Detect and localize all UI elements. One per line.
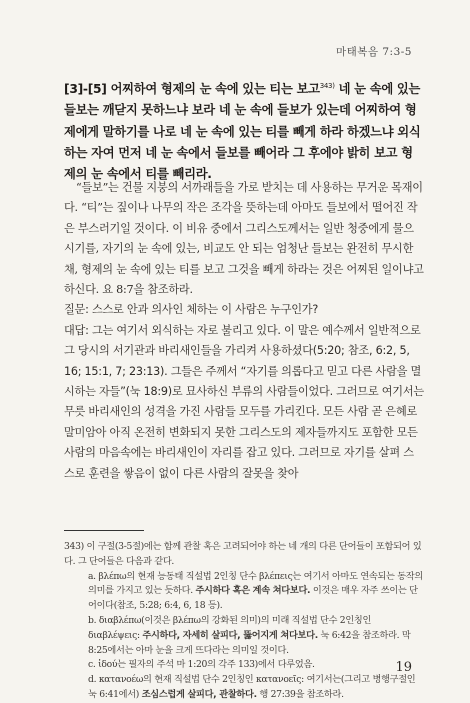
footnote-block [64,540,424,703]
footnote-b-gloss: 주시하다, 자세히 살피다, 뚫어지게 쳐다보다. [142,629,318,641]
answer-paragraph: 대답: 그는 여기서 외식하는 자로 불리고 있다. 이 말은 예수께서 일반적으로 그 당시의 서기관과 바리새인들을 가리켜 사용하셨다(5:20; 참조, 6:2, 5, 16; 15:1, 7; 23:13). 그들은 주께서 “자기를 의롭다고 믿고 다른 사람을 멸시하는 자들”(눅 18:9)로 묘사하신 부류의 사람들이었다. 그러므로 여기서는 무릇 바리새인의 성격을 가진 사람들 모두를 가리킨다. 모든 사람 곧 은혜로 말미암아 아직 온전히 변화되지 못한 그리스도의 제자들까지도 포함한 모든 사람의 마음속에는 바리새인이 자리를 잡고 있다. 그러므로 자기를 살펴 스스로 훈련을 쌓음이 없이 다른 사람의 잘못을 찾아 [64,323,424,480]
footnote-item-d [64,673,424,703]
commentary-body [64,178,424,484]
footnote-a-text: a. βλέπω의 현재 능동태 직설법 2인칭 단수 βλέπεις는 여기서 아마도 연속되는 동작의 의미를 가지고 있는 듯하다. [88,570,423,597]
question-line: 질문: 스스로 안과 의사인 체하는 이 사람은 누구인가? [64,303,319,317]
paragraph-beam-explanation: “들보”는 건물 지붕의 서까래들을 가로 받치는 데 사용하는 무거운 목재이다. “티”는 짚이나 나무의 작은 조각을 뜻하는데 아마도 들보에서 떨어진 작은 부스러기일 것이다. 이 비유 중에서 그리스도께서는 일반 청중에게 물으시기를, 자기의 눈 속에 있는, 비교도 안 되는 엄청난 들보는 완전히 무시한 채, 형제의 눈 속에 있는 티를 보고 그것을 빼게 하라는 것은 어찌된 일이냐고 하신다. 요 8:7을 참조하라. [64,181,424,297]
footnote-item-a [64,570,424,614]
footnote-d-text: d. κατανοέω의 현재 직설법 단수 2인칭인 κατανοεῖς: 여기서는(그리고 병행구절인 눅 6:41에서) [88,674,416,700]
scripture-lead-passage [64,76,422,185]
footnote-d-gloss: 조심스럽게 살피다, 관찰하다. [141,688,257,700]
lead-text-a: [3]-[5] 어찌하여 형제의 눈 속에 있는 티는 보고 [64,82,320,97]
footnote-d-rest: 행 27:39을 참조하라. [256,688,344,700]
footnote-a-gloss: 주시하다 혹은 계속 쳐다보다. [195,585,311,597]
footnote-b-text: b. διαβλέπω(이것은 βλέπω의 강화된 의미)의 미래 직설법 단수 2인칭인 διαβλέψεις: [88,614,372,641]
page-number: 19 [395,660,412,675]
footnote-item-c: c. ἰδού는 필자의 주석 마 1:20의 각주 133)에서 다루었음. [88,659,315,671]
lead-text-b: 네 눈 속에 있는 들보는 깨닫지 못하느냐 보라 네 눈 속에 들보가 있는데 어찌하여 형제에게 말하기를 나로 네 눈 속에 있는 티를 빼게 하라 하겠느냐 외식하는 자여 먼저 네 눈 속에서 들보를 빼어라 그 후에야 밝히 보고 형제의 눈 속에서 티를 빼리라. [64,82,421,181]
footnote-intro: 343) 이 구절(3-5절)에는 함께 관찰 혹은 고려되어야 하는 네 개의 다른 단어들이 포함되어 있다. 그 단어들은 다음과 같다. [64,541,422,567]
footnote-ref: 343) [319,82,335,90]
footnote-divider [64,530,144,531]
footnote-item-b [64,614,424,658]
footnote-b-rest: 눅 6:42을 참조하라. 막 8:25에서는 아마 눈을 크게 뜨다라는 의미일 것이다. [88,629,411,656]
footnote-a-rest: 이것은 매우 자주 쓰이는 단어이다(참조, 5:28; 6:4, 6, 18 등). [88,585,418,612]
running-head: 마태복음 7:3-5 [335,46,412,58]
